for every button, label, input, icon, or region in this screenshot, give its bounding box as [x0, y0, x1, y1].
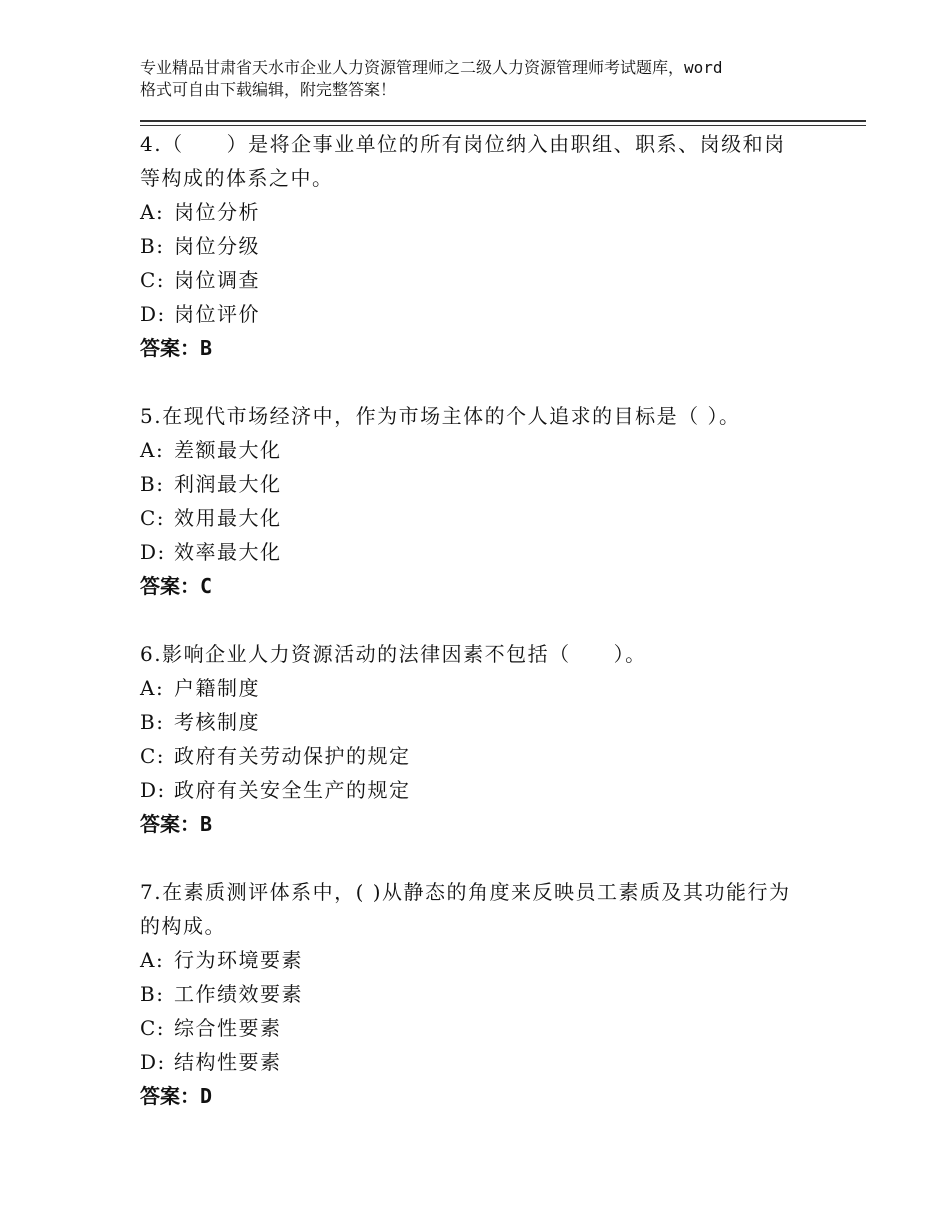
option-d [140, 535, 840, 569]
option-b [140, 229, 840, 263]
answer-value: B [200, 336, 213, 360]
option-letter: C: [140, 506, 166, 530]
document-header [140, 57, 830, 101]
option-text: 岗位分级 [174, 234, 260, 258]
option-c [140, 1011, 840, 1045]
option-text: 利润最大化 [174, 472, 282, 496]
option-text: 岗位调查 [174, 268, 260, 292]
option-d [140, 297, 840, 331]
question-text: 7.在素质测评体系中，( )从静态的角度来反映员工素质及其功能行为 [140, 880, 791, 904]
option-b [140, 467, 840, 501]
option-letter: A: [140, 948, 165, 972]
answer [140, 331, 840, 365]
option-text: 岗位评价 [174, 302, 260, 326]
option-text: 考核制度 [174, 710, 260, 734]
answer [140, 807, 840, 841]
option-d [140, 773, 840, 807]
answer-label: 答案： [140, 1084, 200, 1108]
answer [140, 1079, 840, 1113]
answer-value: C [200, 574, 213, 598]
option-a [140, 195, 840, 229]
option-letter: D: [140, 778, 166, 802]
option-a [140, 671, 840, 705]
option-letter: C: [140, 268, 166, 292]
option-d [140, 1045, 840, 1079]
option-text: 差额最大化 [174, 438, 282, 462]
option-letter: A: [140, 676, 165, 700]
question-5 [140, 399, 840, 603]
question-text: 4.（ ）是将企事业单位的所有岗位纳入由职组、职系、岗级和岗 [140, 132, 786, 156]
question-text: 等构成的体系之中。 [140, 166, 334, 190]
option-c [140, 739, 840, 773]
answer-label: 答案： [140, 574, 200, 598]
option-text: 岗位分析 [174, 200, 260, 224]
option-text: 行为环境要素 [174, 948, 303, 972]
header-divider-thick [140, 120, 866, 122]
option-letter: B: [140, 234, 165, 258]
question-list [140, 127, 840, 1147]
option-c [140, 263, 840, 297]
option-letter: B: [140, 472, 165, 496]
question-4 [140, 127, 840, 365]
option-text: 户籍制度 [174, 676, 260, 700]
header-line-2: 格式可自由下载编辑，附完整答案！ [140, 80, 397, 99]
answer-label: 答案： [140, 812, 200, 836]
option-a [140, 433, 840, 467]
answer [140, 569, 840, 603]
question-text: 6.影响企业人力资源活动的法律因素不包括（ ）。 [140, 642, 647, 666]
option-letter: D: [140, 302, 166, 326]
question-7 [140, 875, 840, 1113]
answer-value: B [200, 812, 213, 836]
option-text: 效用最大化 [174, 506, 282, 530]
header-line-1: 专业精品甘肃省天水市企业人力资源管理师之二级人力资源管理师考试题库，word [140, 58, 723, 77]
option-b [140, 977, 840, 1011]
option-letter: A: [140, 438, 165, 462]
option-text: 结构性要素 [174, 1050, 282, 1074]
option-letter: B: [140, 982, 165, 1006]
option-letter: A: [140, 200, 165, 224]
option-letter: B: [140, 710, 165, 734]
option-letter: D: [140, 540, 166, 564]
option-text: 效率最大化 [174, 540, 282, 564]
option-text: 政府有关安全生产的规定 [174, 778, 411, 802]
option-b [140, 705, 840, 739]
header-divider-thin [140, 125, 866, 126]
question-text: 5.在现代市场经济中，作为市场主体的个人追求的目标是（ ）。 [140, 404, 741, 428]
option-a [140, 943, 840, 977]
question-text: 的构成。 [140, 914, 226, 938]
answer-value: D [200, 1084, 213, 1108]
option-text: 工作绩效要素 [174, 982, 303, 1006]
option-letter: D: [140, 1050, 166, 1074]
answer-label: 答案： [140, 336, 200, 360]
option-letter: C: [140, 1016, 166, 1040]
option-letter: C: [140, 744, 166, 768]
option-text: 政府有关劳动保护的规定 [174, 744, 411, 768]
option-c [140, 501, 840, 535]
option-text: 综合性要素 [174, 1016, 282, 1040]
question-6 [140, 637, 840, 841]
